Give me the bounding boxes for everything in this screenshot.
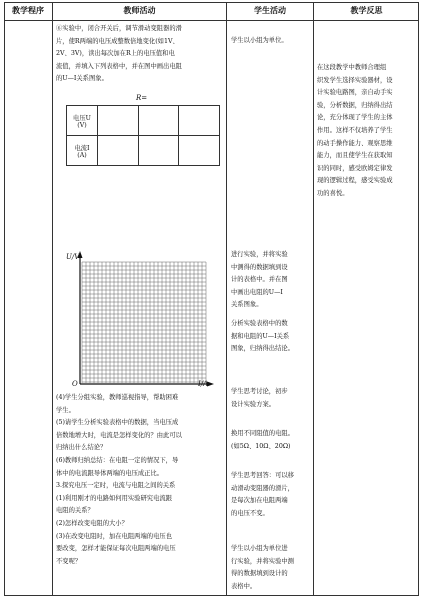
teaching-reflection [317,62,417,201]
text-line: 学生思考讨论，初步 [231,388,288,395]
text-line: 要改变，怎样才能保证每次电阻两端的电压 [56,545,176,553]
graph-grid [82,262,206,383]
student-group-7 [231,543,311,593]
table-title: R= [136,94,148,102]
text-line: 换用不同阻值的电阻。 [231,430,294,437]
text-line: 不变呢？ [56,557,82,565]
text-line: 识的同时，感受欧姆定律发 [317,164,393,172]
text-line: (4)学生分组实验，教师巡视指导，帮助困难 [56,394,179,401]
text-line: 的动手操作能力、观察思维 [317,139,393,147]
table-cell [98,136,139,166]
current-label-cell [67,136,98,166]
text-line: 学生以小组为单位进 [231,545,288,552]
student-group-1 [231,35,311,48]
table-cell [179,136,220,166]
origin-label: O [72,380,78,388]
text-line: 进行实验，并将实验 [231,251,288,258]
student-group-6 [231,470,311,520]
student-group-2 [231,249,311,312]
text-line: 在这段教学中教师合理组 [317,64,387,71]
text-line: 学生。 [56,406,75,414]
text-line: (2)怎样改变电阻的大小？ [56,519,128,527]
text-line: 3.探究电压一定时，电流与电阻之间的关系 [56,482,176,490]
column-divider [52,2,53,596]
text-line: 流值，并填入下列表格中，并在图中画出电阻 [56,62,182,70]
text-line: 中测得的数据填到设 [231,263,288,271]
text-line: 的U—I关系图象。 [56,75,108,83]
text-line: 计的表格中。并在图 [231,276,288,284]
text-line: 电阻的关系？ [56,507,94,515]
column-divider [226,2,227,596]
text-line: (3)在改变电阻时，加在电阻两端的电压也 [56,532,172,540]
voltage-label-cell [67,106,98,136]
text-line: 图象，归纳得出结论。 [231,345,294,353]
column-divider [313,2,314,596]
text-line: 学生思考回答：可以移 [231,472,294,479]
text-line: 学生以小组为单位。 [231,37,288,44]
current-unit: (A) [77,151,87,159]
text-line: 归纳出什么结论？ [56,444,107,452]
teacher-step-6 [56,23,224,86]
text-line: 动滑动变阻器的滑片， [231,484,294,492]
text-line: 能力，而且使学生在获取知 [317,152,393,160]
student-group-3 [231,318,311,356]
text-line: 计实验电路图，亲自动手实 [317,89,393,97]
voltage-unit: (V) [77,121,87,129]
text-line: 行实验，并将实验中测 [231,557,294,565]
text-line: 现的逻辑过程，感受实验成 [317,177,393,185]
table-cell [138,106,179,136]
u-i-graph [62,248,222,394]
text-line: 据和电阻的U—I关系 [231,332,290,340]
data-table [66,105,220,166]
header-program: 教学程序 [12,6,44,15]
text-line: 是每次加在电阻两端 [231,497,288,505]
text-line: (5)请学生分析实验表格中的数据，当电压成 [56,419,179,427]
student-group-4 [231,386,311,411]
header-teacher-activity: 教师活动 [123,6,156,15]
text-line: 分析实验表格中的数 [231,320,288,327]
text-line: 表格中。 [231,582,257,590]
header-divider [4,20,419,21]
text-line: (6)教师归纳总结：在电阻一定的情况下，导 [56,456,179,464]
text-line: 功的喜悦。 [317,189,349,197]
text-line: 倍数地增大时，电流是怎样变化的？由此可以 [56,431,182,439]
text-line: 得的数据填到设计的 [231,570,288,578]
table-cell [179,106,220,136]
student-group-5 [231,428,311,453]
text-line: (1)利用刚才的电路如何用实验研究电流跟 [56,494,172,502]
text-line: 论，充分体现了学生的主体 [317,114,393,122]
text-line: 织发学生选择实验器材，设 [317,76,393,84]
x-axis-label: I/A [198,380,209,388]
header-student-activity: 学生活动 [254,6,286,15]
text-line: (如5Ω、10Ω、20Ω) [231,442,291,450]
text-line: 作用。这样不仅培养了学生 [317,126,393,134]
voltage-label: 电压U [73,114,91,122]
text-line: 关系图象。 [231,301,263,309]
current-label: 电流I [74,144,90,152]
header-reflection: 教学反思 [350,6,383,15]
text-line: 的电压不变。 [231,509,269,517]
text-line: 体中的电流跟导体两端的电压成正比。 [56,469,164,477]
text-line: 中画出电阻的U—I [231,288,283,296]
table-cell [138,136,179,166]
text-line: 2V、3V)，读出每次加在R上的电压值和电 [56,50,175,58]
text-line: 片，使R两端的电压成整数倍地变化(如1V、 [56,37,179,45]
text-line: 设计实验方案。 [231,400,276,408]
table-cell [98,106,139,136]
y-axis-label: U/V [66,253,80,261]
teacher-steps-4-onward [56,392,224,568]
text-line: 验，分析数据，归纳得出结 [317,101,393,109]
text-line: ⑥实验中，闭合开关后，调节滑动变阻器的滑 [56,25,182,32]
